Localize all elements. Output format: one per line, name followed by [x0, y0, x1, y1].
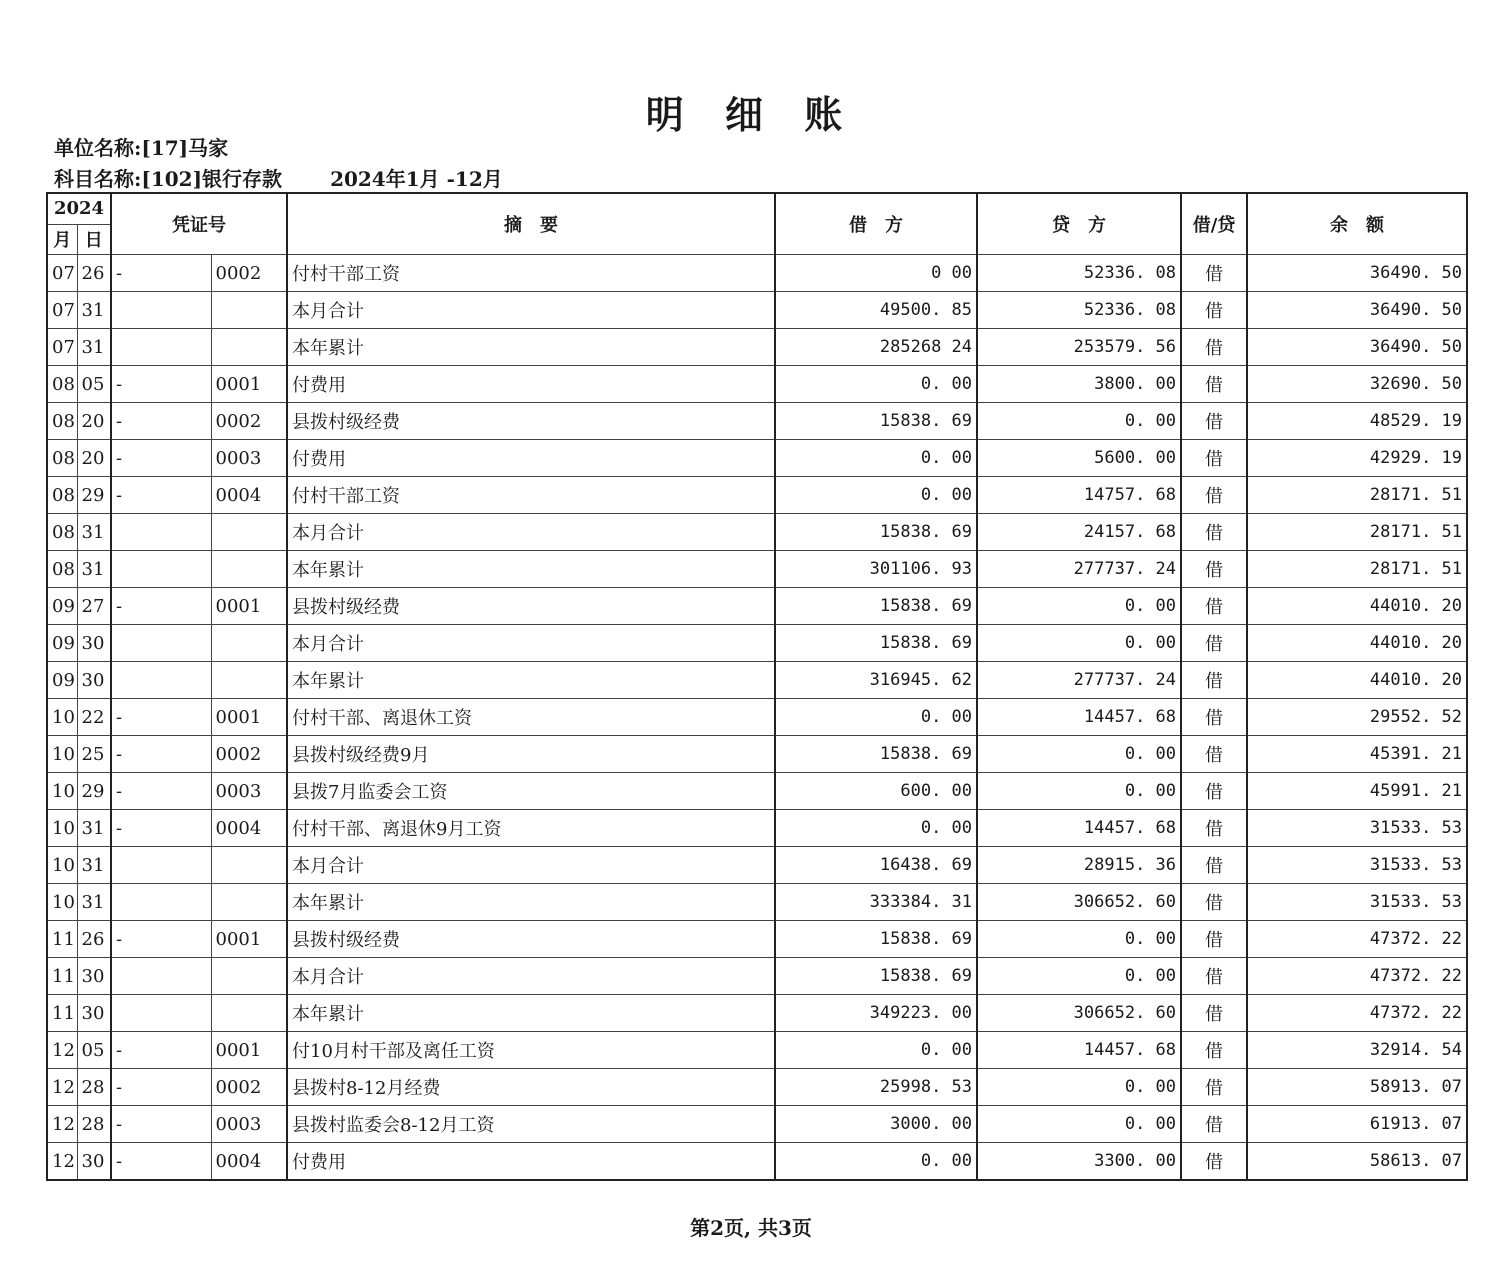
day-header: 日 — [77, 224, 111, 255]
debit-cell: 15838. 69 — [775, 625, 977, 662]
day-cell: 30 — [77, 625, 111, 662]
day-cell: 31 — [77, 884, 111, 921]
month-cell: 12 — [47, 1032, 77, 1069]
subject-name: 科目名称:[102]银行存款 — [54, 167, 283, 191]
credit-cell: 0. 00 — [977, 736, 1181, 773]
table-row — [47, 699, 1467, 736]
voucher-number-cell — [211, 514, 287, 551]
balance-cell: 36490. 50 — [1247, 292, 1467, 329]
table-row — [47, 847, 1467, 884]
voucher-type-cell: - — [111, 1069, 211, 1106]
month-cell: 07 — [47, 329, 77, 366]
period: 2024年1月 -12月 — [330, 167, 503, 191]
direction-cell: 借 — [1181, 1032, 1247, 1069]
credit-cell: 277737. 24 — [977, 551, 1181, 588]
balance-cell: 31533. 53 — [1247, 810, 1467, 847]
voucher-type-cell — [111, 662, 211, 699]
table-row — [47, 588, 1467, 625]
day-cell: 30 — [77, 1143, 111, 1181]
voucher-type-cell: - — [111, 699, 211, 736]
debit-cell: 316945. 62 — [775, 662, 977, 699]
table-row — [47, 736, 1467, 773]
balance-cell: 31533. 53 — [1247, 884, 1467, 921]
balance-cell: 36490. 50 — [1247, 329, 1467, 366]
page-title: 明 细 账 — [645, 92, 857, 137]
day-cell: 31 — [77, 810, 111, 847]
debit-cell: 49500. 85 — [775, 292, 977, 329]
month-cell: 12 — [47, 1069, 77, 1106]
debit-cell: 0. 00 — [775, 1143, 977, 1181]
summary-cell: 本月合计 — [287, 958, 775, 995]
summary-cell: 本年累计 — [287, 884, 775, 921]
balance-cell: 44010. 20 — [1247, 588, 1467, 625]
summary-cell: 县拨村8-12月经费 — [287, 1069, 775, 1106]
table-row — [47, 958, 1467, 995]
month-cell: 08 — [47, 514, 77, 551]
day-cell: 05 — [77, 366, 111, 403]
debit-cell: 15838. 69 — [775, 921, 977, 958]
summary-cell: 本年累计 — [287, 329, 775, 366]
table-row — [47, 810, 1467, 847]
balance-cell: 47372. 22 — [1247, 958, 1467, 995]
voucher-type-cell: - — [111, 588, 211, 625]
day-cell: 25 — [77, 736, 111, 773]
table-row — [47, 403, 1467, 440]
debit-cell: 15838. 69 — [775, 588, 977, 625]
debit-cell: 15838. 69 — [775, 958, 977, 995]
debit-cell: 0. 00 — [775, 477, 977, 514]
month-cell: 10 — [47, 736, 77, 773]
credit-cell: 0. 00 — [977, 958, 1181, 995]
credit-cell: 0. 00 — [977, 773, 1181, 810]
table-row — [47, 551, 1467, 588]
voucher-number-cell — [211, 625, 287, 662]
credit-cell: 0. 00 — [977, 921, 1181, 958]
credit-cell: 0. 00 — [977, 625, 1181, 662]
summary-cell: 本月合计 — [287, 514, 775, 551]
month-cell: 11 — [47, 958, 77, 995]
day-cell: 28 — [77, 1106, 111, 1143]
day-cell: 29 — [77, 477, 111, 514]
direction-cell: 借 — [1181, 921, 1247, 958]
balance-cell: 58913. 07 — [1247, 1069, 1467, 1106]
voucher-header: 凭证号 — [111, 193, 287, 255]
direction-cell: 借 — [1181, 736, 1247, 773]
debit-cell: 0 00 — [775, 255, 977, 292]
summary-cell: 付10月村干部及离任工资 — [287, 1032, 775, 1069]
balance-cell: 48529. 19 — [1247, 403, 1467, 440]
debit-cell: 0. 00 — [775, 440, 977, 477]
direction-cell: 借 — [1181, 625, 1247, 662]
summary-cell: 县拨村监委会8-12月工资 — [287, 1106, 775, 1143]
debit-cell: 349223. 00 — [775, 995, 977, 1032]
debit-cell: 25998. 53 — [775, 1069, 977, 1106]
credit-cell: 0. 00 — [977, 403, 1181, 440]
table-row — [47, 921, 1467, 958]
voucher-type-cell — [111, 292, 211, 329]
direction-cell: 借 — [1181, 440, 1247, 477]
voucher-type-cell — [111, 329, 211, 366]
table-row — [47, 1069, 1467, 1106]
month-cell: 07 — [47, 292, 77, 329]
voucher-type-cell: - — [111, 1106, 211, 1143]
day-cell: 26 — [77, 921, 111, 958]
month-cell: 10 — [47, 810, 77, 847]
direction-cell: 借 — [1181, 1069, 1247, 1106]
direction-cell: 借 — [1181, 551, 1247, 588]
month-cell: 09 — [47, 662, 77, 699]
voucher-number-cell: 0001 — [211, 699, 287, 736]
table-row — [47, 255, 1467, 292]
summary-header: 摘 要 — [287, 193, 775, 255]
day-cell: 31 — [77, 551, 111, 588]
table-row — [47, 662, 1467, 699]
table-row — [47, 1032, 1467, 1069]
debit-cell: 285268 24 — [775, 329, 977, 366]
voucher-number-cell — [211, 292, 287, 329]
table-row — [47, 773, 1467, 810]
summary-cell: 付费用 — [287, 1143, 775, 1181]
credit-cell: 0. 00 — [977, 1106, 1181, 1143]
direction-cell: 借 — [1181, 995, 1247, 1032]
direction-header: 借/贷 — [1181, 193, 1247, 255]
voucher-number-cell: 0001 — [211, 588, 287, 625]
day-cell: 29 — [77, 773, 111, 810]
page-number: 第2页, 共3页 — [690, 1216, 812, 1240]
voucher-number-cell: 0002 — [211, 403, 287, 440]
day-cell: 31 — [77, 847, 111, 884]
month-cell: 12 — [47, 1143, 77, 1181]
month-cell: 07 — [47, 255, 77, 292]
debit-cell: 0. 00 — [775, 366, 977, 403]
balance-cell: 28171. 51 — [1247, 514, 1467, 551]
voucher-number-cell — [211, 995, 287, 1032]
credit-header: 贷 方 — [977, 193, 1181, 255]
voucher-type-cell: - — [111, 403, 211, 440]
month-cell: 08 — [47, 477, 77, 514]
table-row — [47, 625, 1467, 662]
day-cell: 31 — [77, 514, 111, 551]
credit-cell: 253579. 56 — [977, 329, 1181, 366]
direction-cell: 借 — [1181, 329, 1247, 366]
voucher-number-cell: 0001 — [211, 1032, 287, 1069]
month-cell: 11 — [47, 921, 77, 958]
voucher-type-cell: - — [111, 366, 211, 403]
balance-cell: 58613. 07 — [1247, 1143, 1467, 1181]
month-cell: 11 — [47, 995, 77, 1032]
credit-cell: 0. 00 — [977, 1069, 1181, 1106]
direction-cell: 借 — [1181, 292, 1247, 329]
subject-line — [54, 163, 503, 192]
voucher-type-cell: - — [111, 1032, 211, 1069]
summary-cell: 本月合计 — [287, 625, 775, 662]
voucher-number-cell — [211, 884, 287, 921]
voucher-number-cell — [211, 551, 287, 588]
voucher-number-cell: 0002 — [211, 255, 287, 292]
direction-cell: 借 — [1181, 847, 1247, 884]
voucher-type-cell: - — [111, 810, 211, 847]
voucher-type-cell — [111, 514, 211, 551]
voucher-type-cell — [111, 847, 211, 884]
debit-cell: 3000. 00 — [775, 1106, 977, 1143]
credit-cell: 3300. 00 — [977, 1143, 1181, 1181]
credit-cell: 277737. 24 — [977, 662, 1181, 699]
credit-cell: 14457. 68 — [977, 810, 1181, 847]
month-cell: 10 — [47, 699, 77, 736]
day-cell: 20 — [77, 403, 111, 440]
direction-cell: 借 — [1181, 403, 1247, 440]
summary-cell: 付村干部工资 — [287, 255, 775, 292]
table-row — [47, 440, 1467, 477]
unit-name: 单位名称:[17]马家 — [54, 136, 229, 160]
month-cell: 08 — [47, 403, 77, 440]
voucher-type-cell — [111, 625, 211, 662]
balance-cell: 36490. 50 — [1247, 255, 1467, 292]
direction-cell: 借 — [1181, 366, 1247, 403]
debit-cell: 15838. 69 — [775, 514, 977, 551]
summary-cell: 县拨村级经费 — [287, 588, 775, 625]
voucher-number-cell: 0004 — [211, 1143, 287, 1181]
summary-cell: 本年累计 — [287, 662, 775, 699]
credit-cell: 14457. 68 — [977, 1032, 1181, 1069]
day-cell: 05 — [77, 1032, 111, 1069]
table-row — [47, 366, 1467, 403]
ledger-body — [47, 255, 1467, 1181]
credit-cell: 14457. 68 — [977, 699, 1181, 736]
credit-cell: 306652. 60 — [977, 995, 1181, 1032]
voucher-type-cell — [111, 995, 211, 1032]
direction-cell: 借 — [1181, 1143, 1247, 1181]
voucher-type-cell: - — [111, 255, 211, 292]
voucher-number-cell: 0003 — [211, 1106, 287, 1143]
ledger-table — [46, 192, 1468, 1181]
day-cell: 20 — [77, 440, 111, 477]
summary-cell: 本月合计 — [287, 847, 775, 884]
balance-cell: 45391. 21 — [1247, 736, 1467, 773]
summary-cell: 付村干部、离退休9月工资 — [287, 810, 775, 847]
voucher-number-cell: 0001 — [211, 921, 287, 958]
direction-cell: 借 — [1181, 662, 1247, 699]
table-row — [47, 1143, 1467, 1181]
summary-cell: 本年累计 — [287, 551, 775, 588]
balance-cell: 44010. 20 — [1247, 625, 1467, 662]
balance-header: 余 额 — [1247, 193, 1467, 255]
voucher-number-cell: 0004 — [211, 477, 287, 514]
summary-cell: 县拨村级经费 — [287, 921, 775, 958]
debit-cell: 600. 00 — [775, 773, 977, 810]
voucher-number-cell: 0003 — [211, 440, 287, 477]
summary-cell: 付村干部工资 — [287, 477, 775, 514]
summary-cell: 县拨村级经费 — [287, 403, 775, 440]
month-cell: 12 — [47, 1106, 77, 1143]
debit-cell: 0. 00 — [775, 810, 977, 847]
voucher-number-cell: 0003 — [211, 773, 287, 810]
voucher-type-cell: - — [111, 736, 211, 773]
debit-cell: 15838. 69 — [775, 403, 977, 440]
credit-cell: 14757. 68 — [977, 477, 1181, 514]
debit-cell: 333384. 31 — [775, 884, 977, 921]
voucher-number-cell — [211, 847, 287, 884]
voucher-number-cell — [211, 329, 287, 366]
month-cell: 08 — [47, 440, 77, 477]
direction-cell: 借 — [1181, 514, 1247, 551]
summary-cell: 付费用 — [287, 440, 775, 477]
summary-cell: 本月合计 — [287, 292, 775, 329]
table-row — [47, 292, 1467, 329]
month-cell: 10 — [47, 884, 77, 921]
voucher-type-cell — [111, 958, 211, 995]
credit-cell: 52336. 08 — [977, 292, 1181, 329]
direction-cell: 借 — [1181, 588, 1247, 625]
summary-cell: 县拨7月监委会工资 — [287, 773, 775, 810]
table-row — [47, 995, 1467, 1032]
header-row-top — [47, 193, 1467, 224]
day-cell: 30 — [77, 995, 111, 1032]
balance-cell: 44010. 20 — [1247, 662, 1467, 699]
balance-cell: 47372. 22 — [1247, 995, 1467, 1032]
balance-cell: 31533. 53 — [1247, 847, 1467, 884]
table-row — [47, 514, 1467, 551]
day-cell: 26 — [77, 255, 111, 292]
table-row — [47, 884, 1467, 921]
day-cell: 30 — [77, 958, 111, 995]
voucher-number-cell — [211, 662, 287, 699]
month-cell: 10 — [47, 847, 77, 884]
direction-cell: 借 — [1181, 477, 1247, 514]
day-cell: 27 — [77, 588, 111, 625]
voucher-number-cell: 0004 — [211, 810, 287, 847]
direction-cell: 借 — [1181, 1106, 1247, 1143]
balance-cell: 32914. 54 — [1247, 1032, 1467, 1069]
voucher-type-cell — [111, 884, 211, 921]
table-row — [47, 1106, 1467, 1143]
credit-cell: 52336. 08 — [977, 255, 1181, 292]
direction-cell: 借 — [1181, 255, 1247, 292]
month-cell: 09 — [47, 588, 77, 625]
debit-cell: 301106. 93 — [775, 551, 977, 588]
balance-cell: 28171. 51 — [1247, 477, 1467, 514]
voucher-type-cell: - — [111, 477, 211, 514]
balance-cell: 45991. 21 — [1247, 773, 1467, 810]
summary-cell: 县拨村级经费9月 — [287, 736, 775, 773]
month-header: 月 — [47, 224, 77, 255]
balance-cell: 42929. 19 — [1247, 440, 1467, 477]
credit-cell: 28915. 36 — [977, 847, 1181, 884]
direction-cell: 借 — [1181, 884, 1247, 921]
summary-cell: 本年累计 — [287, 995, 775, 1032]
day-cell: 22 — [77, 699, 111, 736]
balance-cell: 28171. 51 — [1247, 551, 1467, 588]
debit-cell: 15838. 69 — [775, 736, 977, 773]
credit-cell: 5600. 00 — [977, 440, 1181, 477]
direction-cell: 借 — [1181, 958, 1247, 995]
summary-cell: 付费用 — [287, 366, 775, 403]
voucher-type-cell: - — [111, 1143, 211, 1181]
debit-cell: 16438. 69 — [775, 847, 977, 884]
voucher-number-cell: 0001 — [211, 366, 287, 403]
voucher-number-cell: 0002 — [211, 736, 287, 773]
direction-cell: 借 — [1181, 773, 1247, 810]
balance-cell: 61913. 07 — [1247, 1106, 1467, 1143]
voucher-type-cell: - — [111, 440, 211, 477]
debit-cell: 0. 00 — [775, 1032, 977, 1069]
debit-cell: 0. 00 — [775, 699, 977, 736]
month-cell: 09 — [47, 625, 77, 662]
day-cell: 30 — [77, 662, 111, 699]
direction-cell: 借 — [1181, 699, 1247, 736]
table-row — [47, 329, 1467, 366]
voucher-number-cell — [211, 958, 287, 995]
month-cell: 10 — [47, 773, 77, 810]
voucher-type-cell — [111, 551, 211, 588]
credit-cell: 3800. 00 — [977, 366, 1181, 403]
credit-cell: 0. 00 — [977, 588, 1181, 625]
day-cell: 31 — [77, 292, 111, 329]
table-row — [47, 477, 1467, 514]
debit-header: 借 方 — [775, 193, 977, 255]
month-cell: 08 — [47, 551, 77, 588]
day-cell: 28 — [77, 1069, 111, 1106]
summary-cell: 付村干部、离退休工资 — [287, 699, 775, 736]
month-cell: 08 — [47, 366, 77, 403]
year-header: 2024 — [47, 193, 111, 224]
balance-cell: 47372. 22 — [1247, 921, 1467, 958]
credit-cell: 24157. 68 — [977, 514, 1181, 551]
voucher-type-cell: - — [111, 773, 211, 810]
voucher-number-cell: 0002 — [211, 1069, 287, 1106]
balance-cell: 29552. 52 — [1247, 699, 1467, 736]
credit-cell: 306652. 60 — [977, 884, 1181, 921]
day-cell: 31 — [77, 329, 111, 366]
voucher-type-cell: - — [111, 921, 211, 958]
balance-cell: 32690. 50 — [1247, 366, 1467, 403]
direction-cell: 借 — [1181, 810, 1247, 847]
